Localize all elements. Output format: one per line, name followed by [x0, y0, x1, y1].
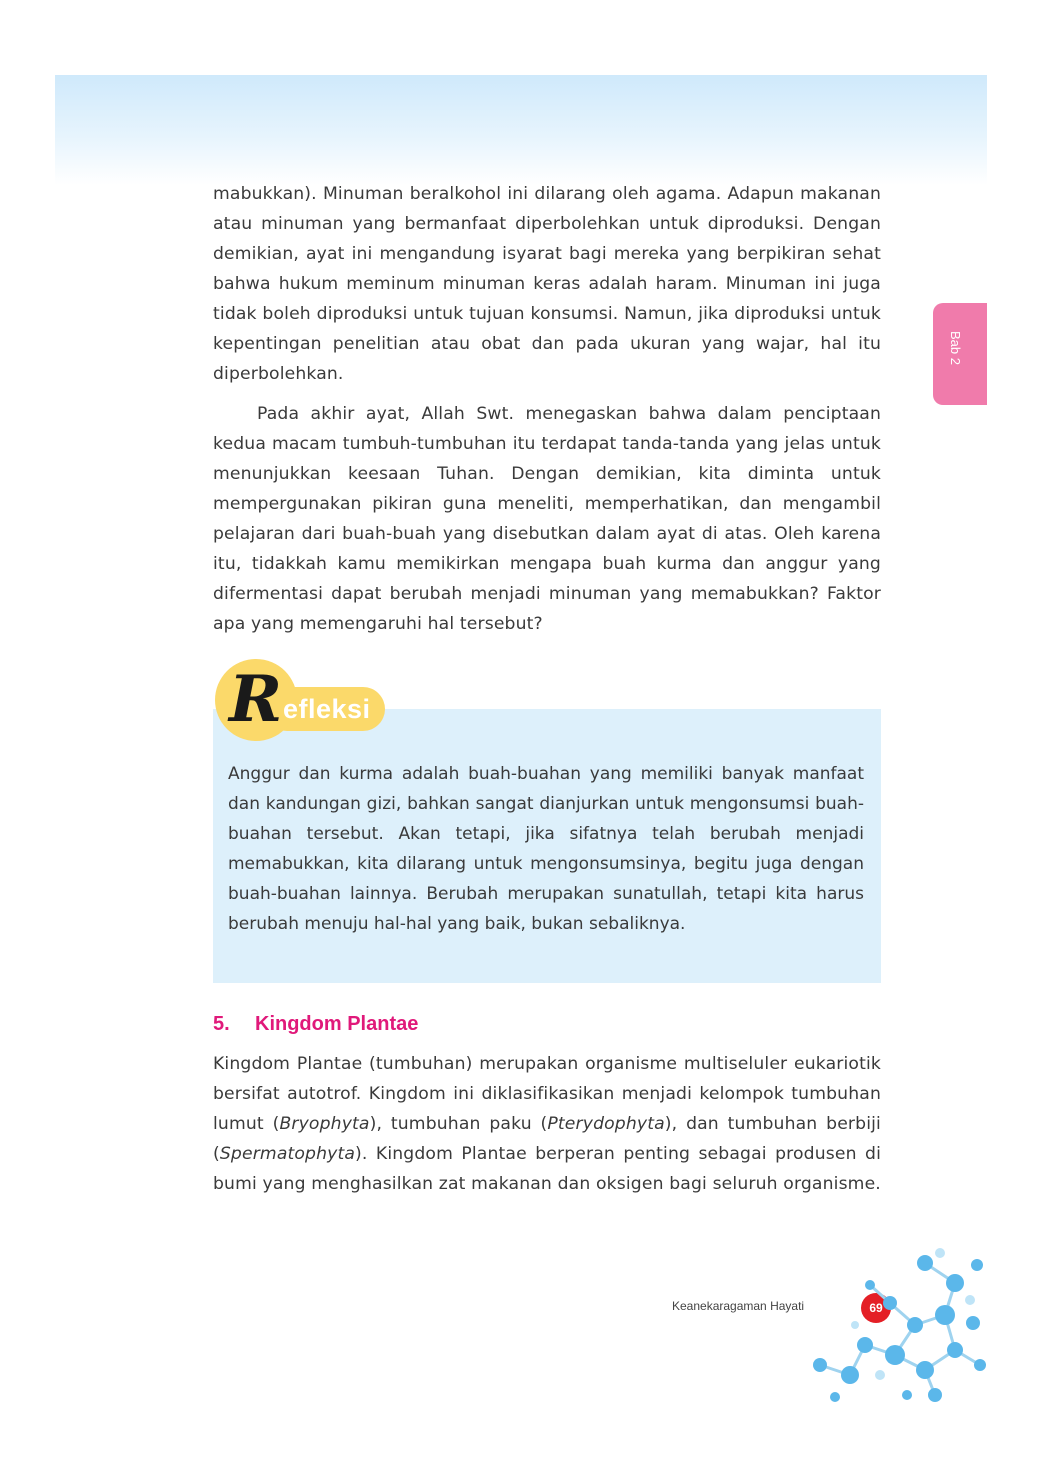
footer-book-title: Keanekaragaman Hayati — [672, 1299, 805, 1313]
molecule-decoration-icon — [795, 1245, 987, 1405]
paragraph-1: mabukkan). Minuman beralkohol ini dilarang oleh agama. Adapun makanan atau minuman yang bermanfaat diperbolehkan untuk diproduksi. Dengan demikian, ayat ini mengandung isyarat bagi mereka yang berpikiran sehat bahwa hukum meminum minuman keras adalah haram. Minuman ini juga tidak boleh diproduksi untuk tujuan konsumsi. Namun, jika diproduksi untuk kepentingan penelitian atau obat dan pada ukuran yang wajar, hal itu diperbolehkan. — [213, 184, 881, 384]
book-page — [55, 75, 987, 1405]
p3-term-spermatophyta: Spermatophyta — [219, 1144, 356, 1164]
p3-text-3: ), dan tumbuhan berbiji ( — [213, 1114, 881, 1164]
paragraph-2: Pada akhir ayat, Allah Swt. menegaskan bahwa dalam penciptaan kedua macam tumbuh-tumbuhan itu terdapat tanda-tanda yang jelas untuk menunjukkan keesaan Tuhan. Dengan demikian, kita diminta untuk mempergunakan pikiran guna meneliti, memperhatikan, dan mengambil pelajaran dari buah-buah yang disebutkan dalam ayat di atas. Oleh karena itu, tidakkah kamu memikirkan mengapa buah kurma dan anggur yang difermentasi dapat berubah menjadi minuman yang memabukkan? Faktor apa yang memengaruhi hal tersebut? — [213, 404, 881, 634]
section-heading — [213, 1009, 418, 1039]
header-band — [55, 75, 987, 185]
p3-text-2: ), tumbuhan paku ( — [369, 1114, 548, 1134]
chapter-tab — [933, 303, 987, 405]
page-number: 69 — [869, 1301, 883, 1315]
p3-text-4: ). Kingdom Plantae berperan penting sebagai produsen di bumi yang menghasilkan zat makanan dan oksigen bagi seluruh organisme. — [213, 1144, 881, 1194]
p3-term-pterydophyta: Pterydophyta — [547, 1114, 665, 1134]
section-title: Kingdom Plantae — [255, 1013, 419, 1035]
chapter-tab-label: Bab 2 — [948, 331, 963, 365]
section-number: 5. — [213, 1013, 230, 1035]
paragraph-kingdom-plantae — [213, 1049, 881, 1199]
refleksi-initial: R — [229, 662, 283, 737]
refleksi-text: Anggur dan kurma adalah buah-buahan yang memiliki banyak manfaat dan kandungan gizi, bahkan sangat dianjurkan untuk mengonsumsi buah-buahan tersebut. Akan tetapi, jika sifatnya telah berubah menjadi memabukkan, kita dilarang untuk mengonsumsinya, begitu juga dengan buah-buahan lainnya. Berubah merupakan sunatullah, tetapi kita harus berubah menuju hal-hal yang baik, bukan sebaliknya. — [228, 764, 864, 934]
p3-term-bryophyta: Bryophyta — [279, 1114, 370, 1134]
refleksi-word: efleksi — [283, 694, 371, 724]
p3-text-1: Kingdom Plantae (tumbuhan) merupakan organisme multiseluler eukariotik bersifat autotrof. Kingdom ini diklasifikasikan menjadi kelompok tumbuhan lumut ( — [213, 1054, 881, 1134]
